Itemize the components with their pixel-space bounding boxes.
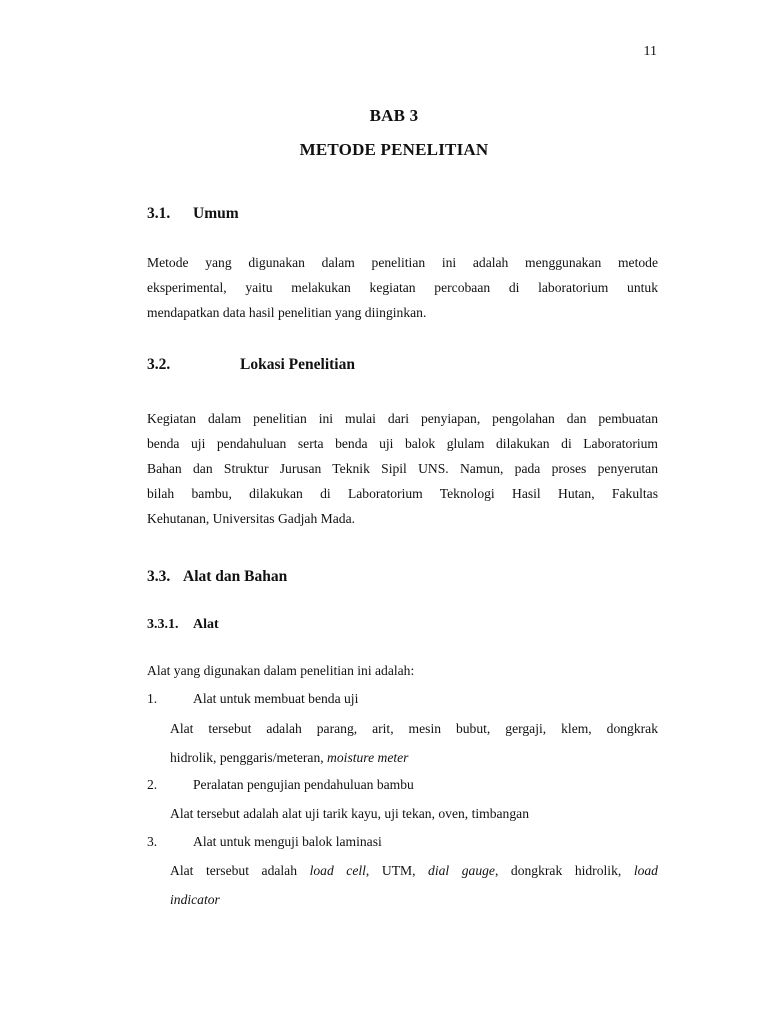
paragraph-umum (147, 250, 658, 325)
paragraph-line: benda uji pendahuluan serta benda uji balok glulam dilakukan di Laboratorium (147, 436, 658, 451)
list-item-number: 2. (147, 777, 158, 792)
list-item (147, 829, 382, 854)
list-item-description (170, 799, 658, 828)
list-item (147, 686, 358, 711)
section-heading-alat-bahan (147, 568, 287, 586)
chapter-number: BAB 3 (369, 106, 419, 125)
description-italic: load (633, 863, 658, 878)
description-text: hidrolik, penggaris/meteran, (170, 750, 328, 765)
paragraph-line: eksperimental, yaitu melakukan kegiatan percobaan di laboratorium untuk (147, 280, 658, 295)
section-title: Alat dan Bahan (183, 568, 288, 585)
description-line: Alat tersebut adalah parang, arit, mesin bubut, gergaji, klem, dongkrak (170, 721, 658, 736)
description-line: Alat tersebut adalah alat uji tarik kayu, uji tekan, oven, timbangan (170, 806, 529, 821)
paragraph-lokasi (147, 406, 658, 531)
section-heading-lokasi (147, 356, 355, 374)
paragraph-line: Bahan dan Struktur Jurusan Teknik Sipil UNS. Namun, pada proses penyerutan (147, 461, 658, 476)
list-item-label: Alat untuk menguji balok laminasi (193, 834, 382, 849)
list-item (147, 772, 414, 797)
section-number: 3.3. (147, 568, 171, 585)
list-item-number: 3. (147, 834, 158, 849)
section-number: 3.2. (147, 356, 171, 373)
section-title: Lokasi Penelitian (240, 356, 355, 373)
description-line (170, 885, 658, 914)
description-line (170, 743, 658, 772)
section-heading-umum (147, 205, 239, 223)
list-item-description (170, 714, 658, 772)
list-item-number: 1. (147, 691, 158, 706)
subsection-title: Alat (193, 617, 219, 632)
description-italic: dial gauge (428, 863, 495, 878)
paragraph-line: Metode yang digunakan dalam penelitian ini adalah menggunakan metode (147, 255, 658, 270)
paragraph-line: Kegiatan dalam penelitian ini mulai dari penyiapan, pengolahan dan pembuatan (147, 411, 658, 426)
paragraph-line: Kehutanan, Universitas Gadjah Mada. (147, 511, 355, 526)
section-number: 3.1. (147, 205, 171, 222)
description-text: , UTM, (365, 863, 429, 878)
list-item-label: Alat untuk membuat benda uji (193, 691, 359, 706)
section-title: Umum (193, 205, 239, 222)
list-item-label: Peralatan pengujian pendahuluan bambu (193, 777, 414, 792)
paragraph-line: mendapatkan data hasil penelitian yang diinginkan. (147, 305, 427, 320)
description-line (170, 856, 658, 885)
chapter-title: METODE PENELITIAN (299, 140, 489, 159)
list-item-description (170, 856, 658, 914)
subsection-number: 3.3.1. (147, 617, 179, 632)
description-italic: moisture meter (327, 750, 409, 765)
list-intro: Alat yang digunakan dalam penelitian ini adalah: (147, 663, 415, 678)
description-text: Alat tersebut adalah (170, 863, 310, 878)
page-number: 11 (643, 44, 657, 59)
description-italic: indicator (170, 892, 220, 907)
description-text: , dongkrak hidrolik, (494, 863, 634, 878)
subsection-heading-alat (147, 617, 219, 633)
paragraph-line: bilah bambu, dilakukan di Laboratorium Teknologi Hasil Hutan, Fakultas (147, 486, 658, 501)
description-italic: load cell (309, 863, 366, 878)
